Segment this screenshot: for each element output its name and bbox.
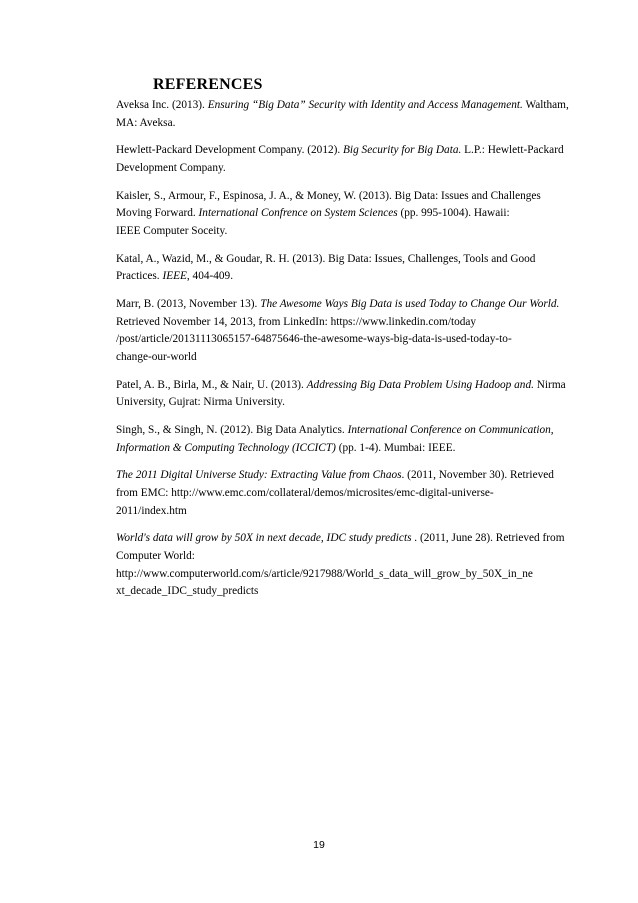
reference-entry	[116, 467, 596, 520]
reference-text: Marr, B. (2013, November 13).	[116, 298, 261, 311]
reference-text: Retrieved November 14, 2013, from LinkedIn: https://www.linkedin.com/today	[116, 315, 477, 328]
reference-text: (pp. 995-1004). Hawaii:	[397, 207, 510, 220]
reference-line	[116, 548, 596, 566]
reference-text: . (2011, November 30). Retrieved	[401, 469, 554, 482]
reference-text: change-our-world	[116, 350, 197, 363]
reference-entry	[116, 377, 596, 412]
page-number: 19	[313, 839, 325, 851]
reference-title-text: The Awesome Ways Big Data is used Today to Change Our World.	[260, 298, 560, 311]
reference-line	[116, 223, 596, 241]
reference-text: Katal, A., Wazid, M., & Goudar, R. H. (2013). Big Data: Issues, Challenges, Tools and Good	[116, 252, 536, 265]
reference-line	[116, 314, 596, 332]
reference-line	[116, 467, 596, 485]
reference-title-text: International Confrence on System Sciences	[198, 207, 398, 220]
reference-text: IEEE Computer Soceity.	[116, 224, 228, 237]
reference-entry	[116, 188, 596, 241]
reference-line	[116, 440, 596, 458]
reference-text: , 404-409.	[186, 270, 234, 283]
reference-title-text: The 2011 Digital Universe Study: Extracting Value from Chaos	[116, 469, 402, 482]
reference-line	[116, 530, 596, 548]
references-heading: REFERENCES	[153, 76, 263, 93]
reference-line	[116, 583, 596, 601]
reference-text: Moving Forward.	[116, 207, 199, 220]
reference-text: Singh, S., & Singh, N. (2012). Big Data Analytics.	[116, 424, 348, 437]
reference-line	[116, 566, 596, 584]
reference-line	[116, 142, 596, 160]
reference-title-text: Big Security for Big Data.	[343, 144, 462, 157]
reference-line	[116, 268, 596, 286]
reference-text: (pp. 1-4). Mumbai: IEEE.	[335, 441, 456, 454]
reference-text: Aveksa Inc. (2013).	[116, 99, 208, 111]
reference-text: http://www.computerworld.com/s/article/9217988/World_s_data_will_grow_by_50X_in_ne	[116, 567, 533, 580]
reference-entry	[116, 530, 596, 600]
reference-line	[116, 394, 596, 412]
reference-text: Practices.	[116, 270, 163, 283]
reference-entry	[116, 142, 596, 177]
reference-text: . (2011, June 28). Retrieved from	[411, 532, 565, 545]
reference-text: Nirma	[533, 378, 566, 391]
reference-text: University, Gujrat: Nirma University.	[116, 396, 285, 409]
reference-entry	[116, 422, 596, 457]
reference-text: xt_decade_IDC_study_predicts	[116, 585, 259, 598]
reference-line	[116, 485, 596, 503]
reference-line	[116, 160, 596, 178]
reference-text: 2011/index.htm	[116, 504, 187, 517]
reference-title-text: International Conference on Communication,	[347, 424, 554, 437]
reference-text: Waltham,	[522, 99, 569, 111]
reference-line	[116, 377, 596, 395]
reference-title-text: Addressing Big Data Problem Using Hadoop and.	[306, 378, 534, 391]
reference-line	[116, 115, 596, 133]
reference-line	[116, 503, 596, 521]
reference-title-text: Information & Computing Technology (ICCICT)	[116, 441, 336, 454]
reference-text: Patel, A. B., Birla, M., & Nair, U. (2013).	[116, 378, 307, 391]
reference-text: from EMC: http://www.emc.com/collateral/demos/microsites/emc-digital-universe-	[116, 487, 494, 499]
reference-text: Development Company.	[116, 161, 226, 174]
reference-title-text: Ensuring “Big Data” Security with Identity and Access Management.	[207, 99, 523, 111]
reference-text: /post/article/20131113065157-64875646-the-awesome-ways-big-data-is-used-today-to-	[116, 333, 512, 346]
reference-entry	[116, 97, 596, 132]
reference-text: L.P.: Hewlett-Packard	[461, 144, 564, 157]
reference-line	[116, 349, 596, 367]
reference-line	[116, 331, 596, 349]
reference-line	[116, 251, 596, 269]
reference-line	[116, 205, 596, 223]
reference-text: Kaisler, S., Armour, F., Espinosa, J. A., & Money, W. (2013). Big Data: Issues and Challenges	[116, 189, 541, 202]
reference-line	[116, 97, 596, 115]
reference-text: Hewlett-Packard Development Company. (2012).	[116, 144, 344, 157]
reference-line	[116, 422, 596, 440]
reference-entry	[116, 251, 596, 286]
reference-title-text: World's data will grow by 50X in next decade, IDC study predicts	[116, 532, 412, 545]
reference-text: Computer World:	[116, 549, 195, 562]
reference-text: MA: Aveksa.	[116, 116, 176, 129]
reference-line	[116, 188, 596, 206]
reference-line	[116, 296, 596, 314]
reference-list	[116, 97, 596, 611]
reference-title-text: IEEE	[162, 270, 187, 283]
reference-entry	[116, 296, 596, 366]
